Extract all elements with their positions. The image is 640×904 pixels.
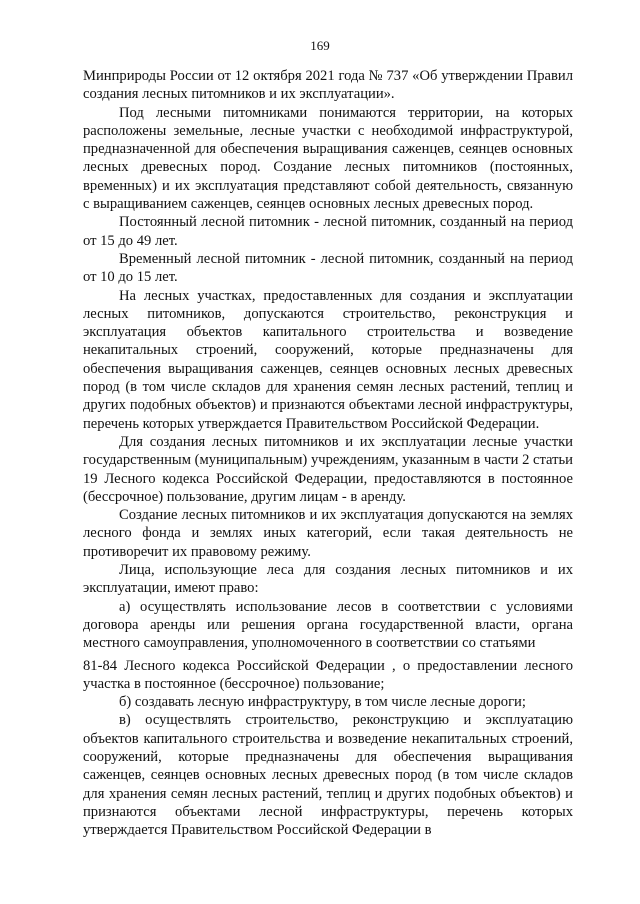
paragraph-rights-intro: Лица, использующие леса для создания лесных питомников и их эксплуатации, имеют право: [83,562,573,597]
paragraph-nursery-definition: Под лесными питомниками понимаются территории, на которых расположены земельные, лесные участки с необходимой инфраструктурой, предназначенной для обеспечения выращивания саженцев, сеянцев основных лесных древесных пород. Создание лесных питомников (постоянных, временных) и их эксплуатация представляют собой деятельность, связанную с выращиванием саженцев, сеянцев основных лесных древесных пород. [83,104,573,213]
paragraph-land-provision: Для создания лесных питомников и их эксплуатации лесные участки государственным (муниципальным) учреждениям, указанным в части 2 статьи 19 Лесного кодекса Российской Федерации, предоставляются в постоянное (бессрочное) пользование, другим лицам - в аренду. [83,433,573,505]
body-text [83,67,573,839]
paragraph-construction-allowed: На лесных участках, предоставленных для создания и эксплуатации лесных питомников, допускаются строительство, реконструкция и эксплуатация объектов капитального строительства и возведение некапитальных строений, сооружений, которые предназначены для обеспечения выращивания саженцев, сеянцев основных лесных древесных пород (в том числе складов для хранения семян лесных растений, теплиц и других подобных объектов) и признаются объектами лесной инфраструктуры, перечень которых утверждается Правительством Российской Федерации. [83,287,573,432]
paragraph-land-categories: Создание лесных питомников и их эксплуатация допускаются на землях лесного фонда и землях иных категорий, если такая деятельность не противоречит их правовому режиму. [83,507,573,560]
list-item-a-continuation: 81-84 Лесного кодекса Российской Федерации , о предоставлении лесного участка в постоянное (бессрочное) пользование; [83,657,573,692]
list-item-b: б) создавать лесную инфраструктуру, в том числе лесные дороги; [119,694,526,711]
list-item-c: в) осуществлять строительство, реконструкцию и эксплуатацию объектов капитального строительства и возведение некапитальных строений, сооружений, которые предназначены для обеспечения выращивания саженцев, сеянцев основных лесных древесных пород (в том числе складов для хранения семян лесных растений, теплиц и других подобных объектов) и признаются объектами лесной инфраструктуры, перечень которых утверждается Правительством Российской Федерации в [83,712,573,839]
page-number: 169 [310,38,330,53]
list-item-a: а) осуществлять использование лесов в соответствии с условиями договора аренды или решения органа государственной власти, органа местного самоуправления, уполномоченного в соответствии со статьями [83,598,573,652]
paragraph-temporary-nursery: Временный лесной питомник - лесной питомник, созданный на период от 10 до 15 лет. [83,250,573,286]
paragraph-permanent-nursery: Постоянный лесной питомник - лесной питомник, созданный на период от 15 до 49 лет. [83,214,573,249]
paragraph-order-reference: Минприроды России от 12 октября 2021 года № 737 «Об утверждении Правил создания лесных питомников и их эксплуатации». [83,68,573,103]
